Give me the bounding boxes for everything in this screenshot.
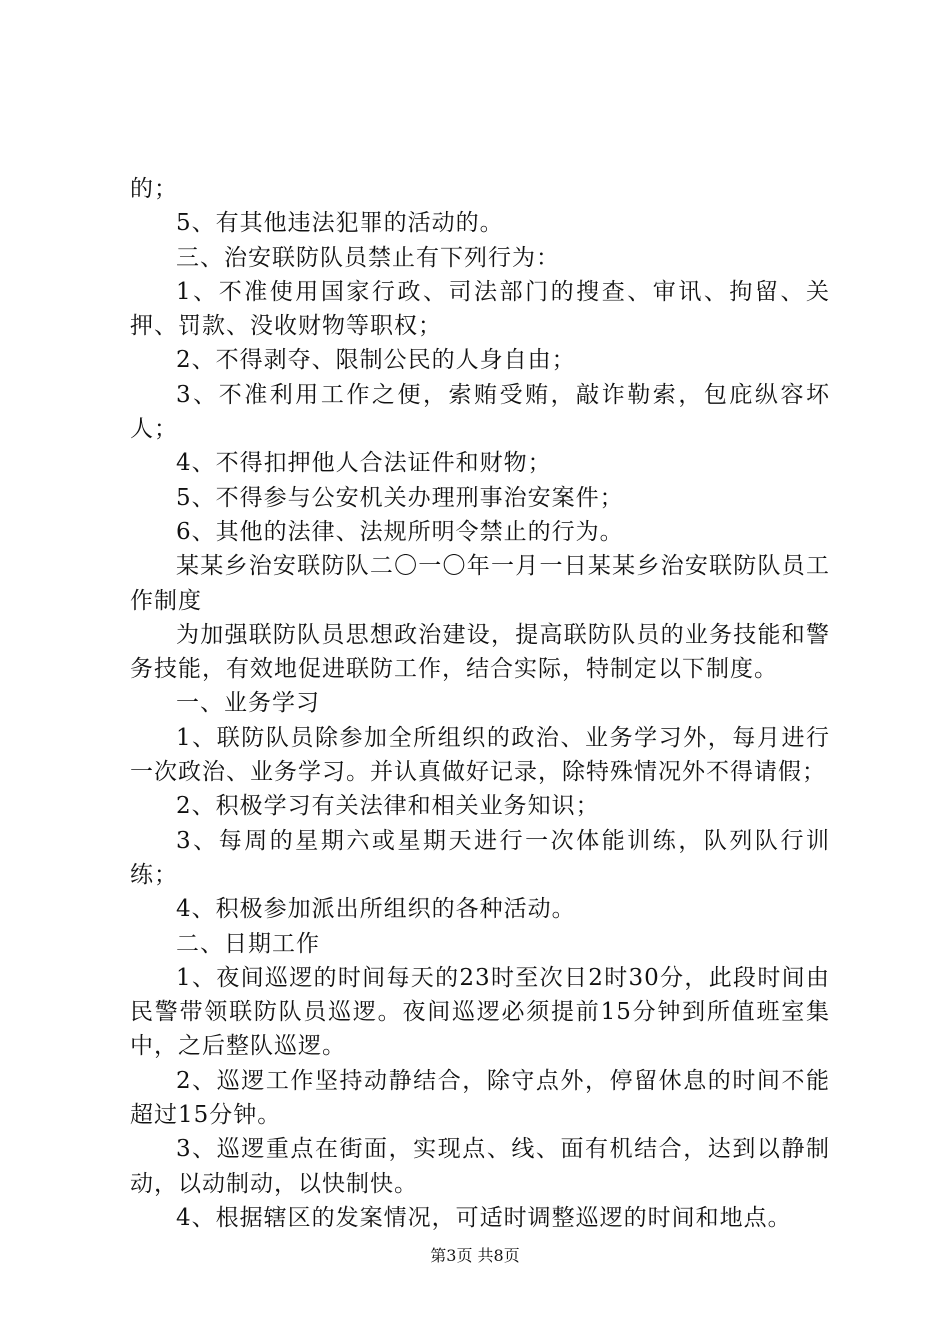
paragraph-1: 5、有其他违法犯罪的活动的。: [176, 210, 504, 237]
paragraph-18: 2、巡逻工作坚持动静结合，除守点外，停留休息的时间不能超过15分钟。: [130, 1067, 830, 1129]
paragraph-19: 3、巡逻重点在街面，实现点、线、面有机结合，达到以静制动，以动制动，以快制快。: [130, 1136, 830, 1197]
paragraph-20: 4、根据辖区的发案情况，可适时调整巡逻的时间和地点。: [176, 1204, 792, 1231]
section-heading-3: 三、治安联防队员禁止有下列行为：: [176, 244, 560, 271]
page-number: 第3页 共8页: [430, 1246, 520, 1265]
document-title-line: 某某乡治安联防队二〇一〇年一月一日某某乡治安联防队员工作制度: [130, 553, 830, 614]
paragraph-17: 1、夜间巡逻的时间每天的23时至次日2时30分，此段时间由民警带领联防队员巡逻。夜间巡逻必须提前15分钟到所值班室集中，之后整队巡逻。: [130, 964, 830, 1060]
paragraph-5: 3、不准利用工作之便，索贿受贿，敲诈勒索，包庇纵容坏人；: [130, 381, 830, 443]
paragraph-6: 4、不得扣押他人合法证件和财物；: [176, 450, 552, 477]
page-footer: [0, 1243, 950, 1266]
paragraph-7: 5、不得参与公安机关办理刑事治安案件；: [176, 484, 624, 511]
paragraph-4: 2、不得剥夺、限制公民的人身自由；: [176, 347, 576, 374]
paragraph-10: 为加强联防队员思想政治建设，提高联防队员的业务技能和警务技能，有效地促进联防工作，结合实际，特制定以下制度。: [130, 621, 830, 683]
paragraph-14: 3、每周的星期六或星期天进行一次体能训练，队列队行训练；: [130, 827, 830, 888]
paragraph-8: 6、其他的法律、法规所明令禁止的行为。: [176, 518, 624, 545]
section-heading-2: 二、日期工作: [176, 930, 320, 957]
paragraph-15: 4、积极参加派出所组织的各种活动。: [176, 896, 576, 923]
paragraph-13: 2、积极学习有关法律和相关业务知识；: [176, 793, 600, 820]
paragraph-3: 1、不准使用国家行政、司法部门的搜查、审讯、拘留、关押、罚款、没收财物等职权；: [130, 278, 830, 340]
paragraph-0: 的；: [130, 176, 178, 202]
paragraph-12: 1、联防队员除参加全所组织的政治、业务学习外，每月进行一次政治、业务学习。并认真做好记录，除特殊情况外不得请假；: [130, 724, 830, 786]
document-body: [130, 172, 830, 1235]
section-heading-1: 一、业务学习: [176, 690, 320, 717]
